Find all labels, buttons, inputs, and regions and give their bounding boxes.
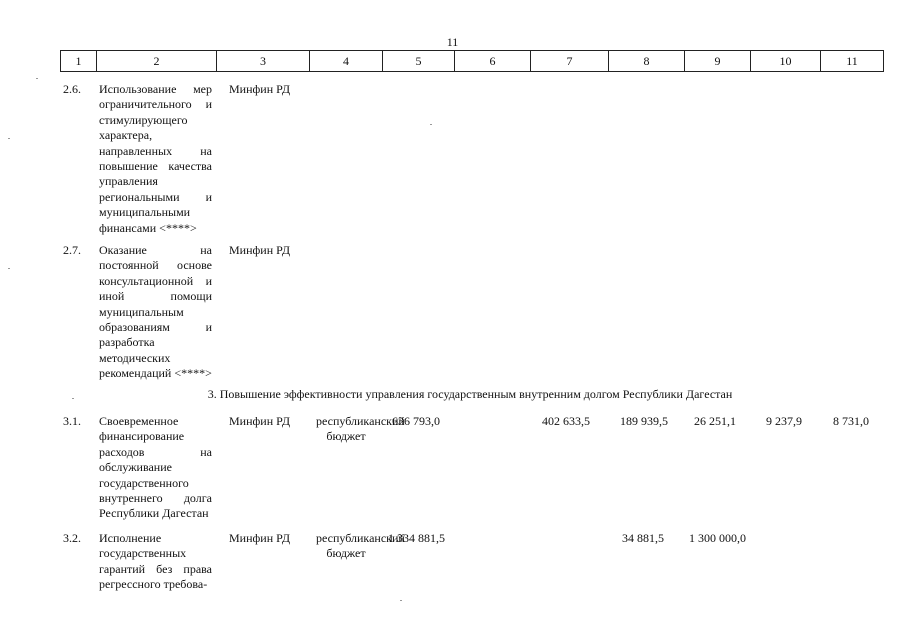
row-executor: Минфин РД xyxy=(229,531,291,545)
header-cell-4: 4 xyxy=(310,51,383,72)
row-funding-source: республиканский бюджет xyxy=(316,414,405,444)
header-cell-2: 2 xyxy=(97,51,217,72)
header-cell-9: 9 xyxy=(685,51,751,72)
row-description: Своевременное финансирование расходов на обслуживание государственного внутреннего долга Республики Дагестан xyxy=(99,414,212,521)
row-value-col9: 26 251,1 xyxy=(694,414,736,428)
header-cell-7: 7 xyxy=(531,51,609,72)
row-number: 2.6. xyxy=(63,82,81,96)
scan-speck xyxy=(36,78,38,79)
table-header xyxy=(60,50,884,72)
row-executor: Минфин РД xyxy=(229,414,291,428)
scan-speck xyxy=(8,138,10,139)
row-number: 3.1. xyxy=(63,414,81,428)
row-value-col8: 34 881,5 xyxy=(622,531,664,545)
header-cell-1: 1 xyxy=(61,51,97,72)
row-value-col10: 9 237,9 xyxy=(766,414,802,428)
page-number: 11 xyxy=(446,35,459,49)
row-description: Оказание на постоянной основе консультационной и иной помощи муниципальным образованиям и разработка методических рекомендаций <****> xyxy=(99,243,212,381)
row-description: Использование мер ограничительного и стимулирующего характера, направленных на повышение качества управления региональными и муниципальными финансами <****> xyxy=(99,82,212,235)
section-title: 3. Повышение эффективности управления государственным внутренним долгом Республики Дагестан xyxy=(207,387,733,401)
scan-speck xyxy=(430,124,432,125)
row-executor: Минфин РД xyxy=(229,243,291,257)
header-cell-8: 8 xyxy=(609,51,685,72)
row-value-col8: 189 939,5 xyxy=(620,414,668,428)
header-cell-6: 6 xyxy=(455,51,531,72)
row-value-col7: 402 633,5 xyxy=(542,414,590,428)
row-description: Исполнение государственных гарантий без права регрессного требова- xyxy=(99,531,212,592)
row-value-col5: 1 334 881,5 xyxy=(388,531,445,545)
header-cell-3: 3 xyxy=(217,51,310,72)
row-executor: Минфин РД xyxy=(229,82,291,96)
scan-speck xyxy=(400,600,402,601)
header-cell-11: 11 xyxy=(821,51,884,72)
row-value-col5: 636 793,0 xyxy=(392,414,440,428)
row-number: 2.7. xyxy=(63,243,81,257)
header-cell-5: 5 xyxy=(383,51,455,72)
scan-speck xyxy=(8,268,10,269)
row-value-col9: 1 300 000,0 xyxy=(689,531,746,545)
row-number: 3.2. xyxy=(63,531,81,545)
row-value-col11: 8 731,0 xyxy=(833,414,869,428)
scan-speck xyxy=(72,398,74,399)
header-cell-10: 10 xyxy=(751,51,821,72)
row-funding-source: республиканский бюджет xyxy=(316,531,405,561)
